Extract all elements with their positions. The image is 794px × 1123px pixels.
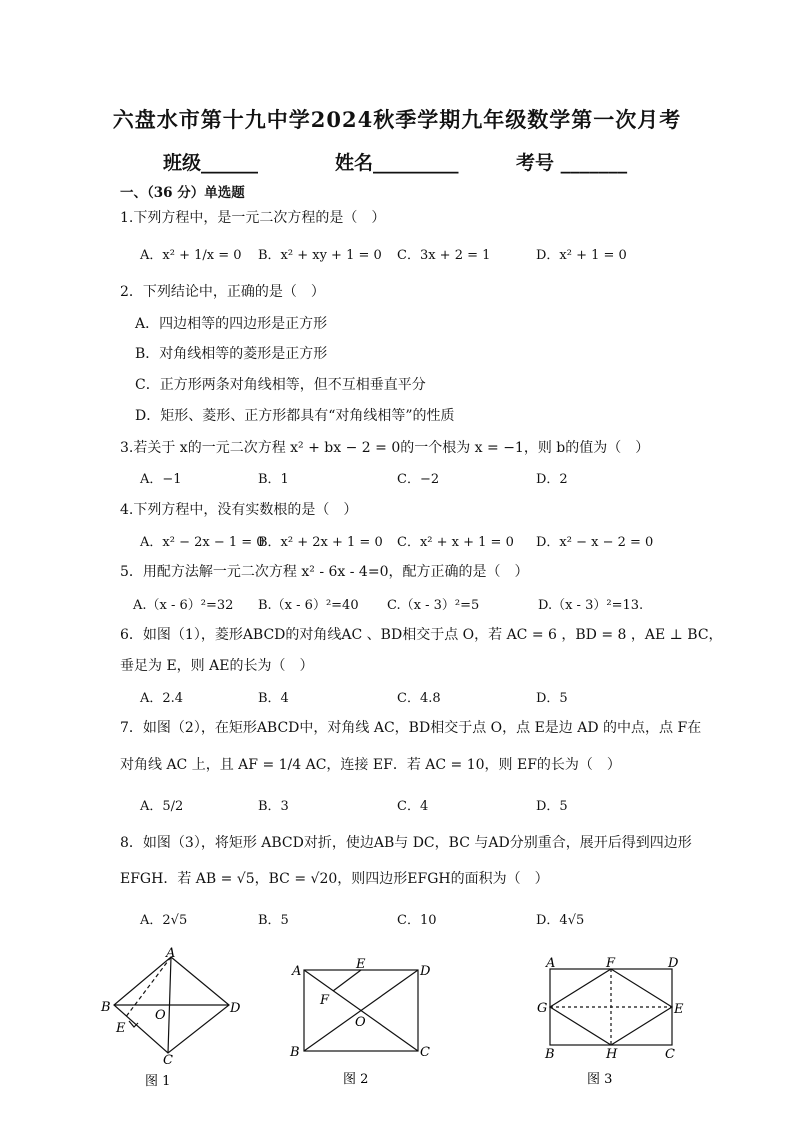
fig1-label-e: E (116, 1021, 126, 1036)
exam-number-field: 考号 _______ (516, 152, 628, 174)
question-2-stem: 2．下列结论中，正确的是（ ） (120, 284, 325, 300)
question-6-option-c: C．4.8 (397, 691, 441, 706)
fig2-label-e: E (356, 957, 366, 972)
question-7-option-b: B．3 (258, 799, 289, 814)
question-4-option-c: C．x² + x + 1 = 0 (397, 535, 514, 550)
figure-2-caption: 图 2 (343, 1072, 369, 1087)
page-title: 六盘水市第十九中学2024秋季学期九年级数学第一次月考 (112, 107, 682, 132)
question-5-option-d: D.（x - 3）²=13. (538, 598, 644, 613)
question-8-option-b: B．5 (258, 913, 289, 928)
fig3-label-h: H (606, 1047, 618, 1062)
question-8-stem-line2: EFGH．若 AB = √5，BC = √20，则四边形EFGH的面积为（ ） (120, 871, 549, 887)
question-5-option-c: C.（x - 3）²=5 (387, 598, 480, 613)
fig1-label-c: C (163, 1053, 173, 1068)
question-6-option-b: B．4 (258, 691, 289, 706)
figure-1-caption: 图 1 (145, 1074, 171, 1089)
fig3-label-b: B (545, 1047, 555, 1062)
fig1-label-b: B (101, 1000, 111, 1015)
name-field: 姓名_________ (335, 152, 459, 174)
question-3-option-c: C．−2 (397, 472, 440, 487)
figure-2-rectangle (304, 970, 418, 1051)
question-7-option-d: D．5 (536, 799, 568, 814)
question-6-option-d: D．5 (536, 691, 568, 706)
figure-3-folded-rectangle (550, 969, 672, 1045)
question-3-stem: 3.若关于 x的一元二次方程 x² + bx − 2 = 0的一个根为 x = −1，则 b的值为（ ） (120, 440, 650, 456)
question-4-option-a: A．x² − 2x − 1 = 0 (140, 535, 265, 550)
question-7-stem-line2: 对角线 AC 上，且 AF = 1/4 AC，连接 EF．若 AC = 10，则 EF的长为（ ） (120, 757, 621, 773)
question-2-option-a: A．四边相等的四边形是正方形 (135, 316, 328, 332)
question-7-option-a: A．5/2 (140, 799, 184, 814)
question-4-option-d: D．x² − x − 2 = 0 (536, 535, 654, 550)
question-8-stem-line1: 8．如图（3），将矩形 ABCD对折，使边AB与 DC，BC 与AD分别重合，展开后得到四边形 (120, 835, 692, 851)
question-5-option-a: A.（x - 6）²=32 (133, 598, 234, 613)
question-8-option-a: A．2√5 (140, 913, 188, 928)
question-8-option-c: C．10 (397, 913, 437, 928)
fig2-label-o: O (355, 1015, 366, 1030)
question-4-stem: 4.下列方程中，没有实数根的是（ ） (120, 502, 358, 518)
question-1-option-b: B．x² + xy + 1 = 0 (258, 248, 382, 263)
question-4-option-b: B．x² + 2x + 1 = 0 (258, 535, 383, 550)
question-5-option-b: B.（x - 6）²=40 (258, 598, 359, 613)
question-6-stem-line2: 垂足为 E，则 AE的长为（ ） (120, 658, 314, 674)
question-2-option-c: C．正方形两条对角线相等，但不互相垂直平分 (135, 377, 426, 393)
fig3-label-d: D (668, 956, 679, 971)
question-5-stem: 5．用配方法解一元二次方程 x² - 6x - 4=0，配方正确的是（ ） (120, 564, 529, 580)
fig3-label-e: E (674, 1002, 684, 1017)
figure-3-caption: 图 3 (587, 1072, 613, 1087)
fig2-label-d: D (420, 964, 431, 979)
fig2-label-b: B (290, 1045, 300, 1060)
fig2-label-c: C (420, 1045, 430, 1060)
fig2-label-f: F (320, 993, 330, 1008)
fig3-label-f: F (606, 956, 616, 971)
question-6-option-a: A．2.4 (140, 691, 184, 706)
question-2-option-d: D．矩形、菱形、正方形都具有“对角线相等”的性质 (135, 408, 455, 424)
question-7-option-c: C．4 (397, 799, 429, 814)
question-1-option-c: C．3x + 2 = 1 (397, 248, 491, 263)
question-1-option-a: A．x² + 1/x = 0 (140, 248, 242, 263)
fig2-label-a: A (292, 964, 302, 979)
question-8-option-d: D．4√5 (536, 913, 585, 928)
fig3-label-c: C (665, 1047, 675, 1062)
question-3-option-a: A．−1 (140, 472, 182, 487)
fig3-label-g: G (537, 1001, 548, 1016)
question-2-option-b: B．对角线相等的菱形是正方形 (135, 346, 328, 362)
question-1-option-d: D．x² + 1 = 0 (536, 248, 627, 263)
fig1-label-a: A (166, 946, 176, 961)
question-1-stem: 1.下列方程中，是一元二次方程的是（ ） (120, 210, 386, 226)
question-7-stem-line1: 7．如图（2），在矩形ABCD中，对角线 AC，BD相交于点 O，点 E是边 AD 的中点，点 F在 (120, 720, 702, 736)
question-3-option-d: D．2 (536, 472, 568, 487)
question-6-stem-line1: 6．如图（1），菱形ABCD的对角线AC 、BD相交于点 O，若 AC = 6 ，BD = 8 ，AE ⊥ BC， (120, 627, 723, 643)
fig3-label-a: A (546, 956, 556, 971)
fig1-label-o: O (155, 1008, 166, 1023)
class-field: 班级______ (163, 152, 259, 174)
fig1-label-d: D (230, 1001, 241, 1016)
section-title: 一、（36 分）单选题 (120, 185, 245, 201)
question-3-option-b: B．1 (258, 472, 289, 487)
segment-ef (333, 970, 361, 991)
